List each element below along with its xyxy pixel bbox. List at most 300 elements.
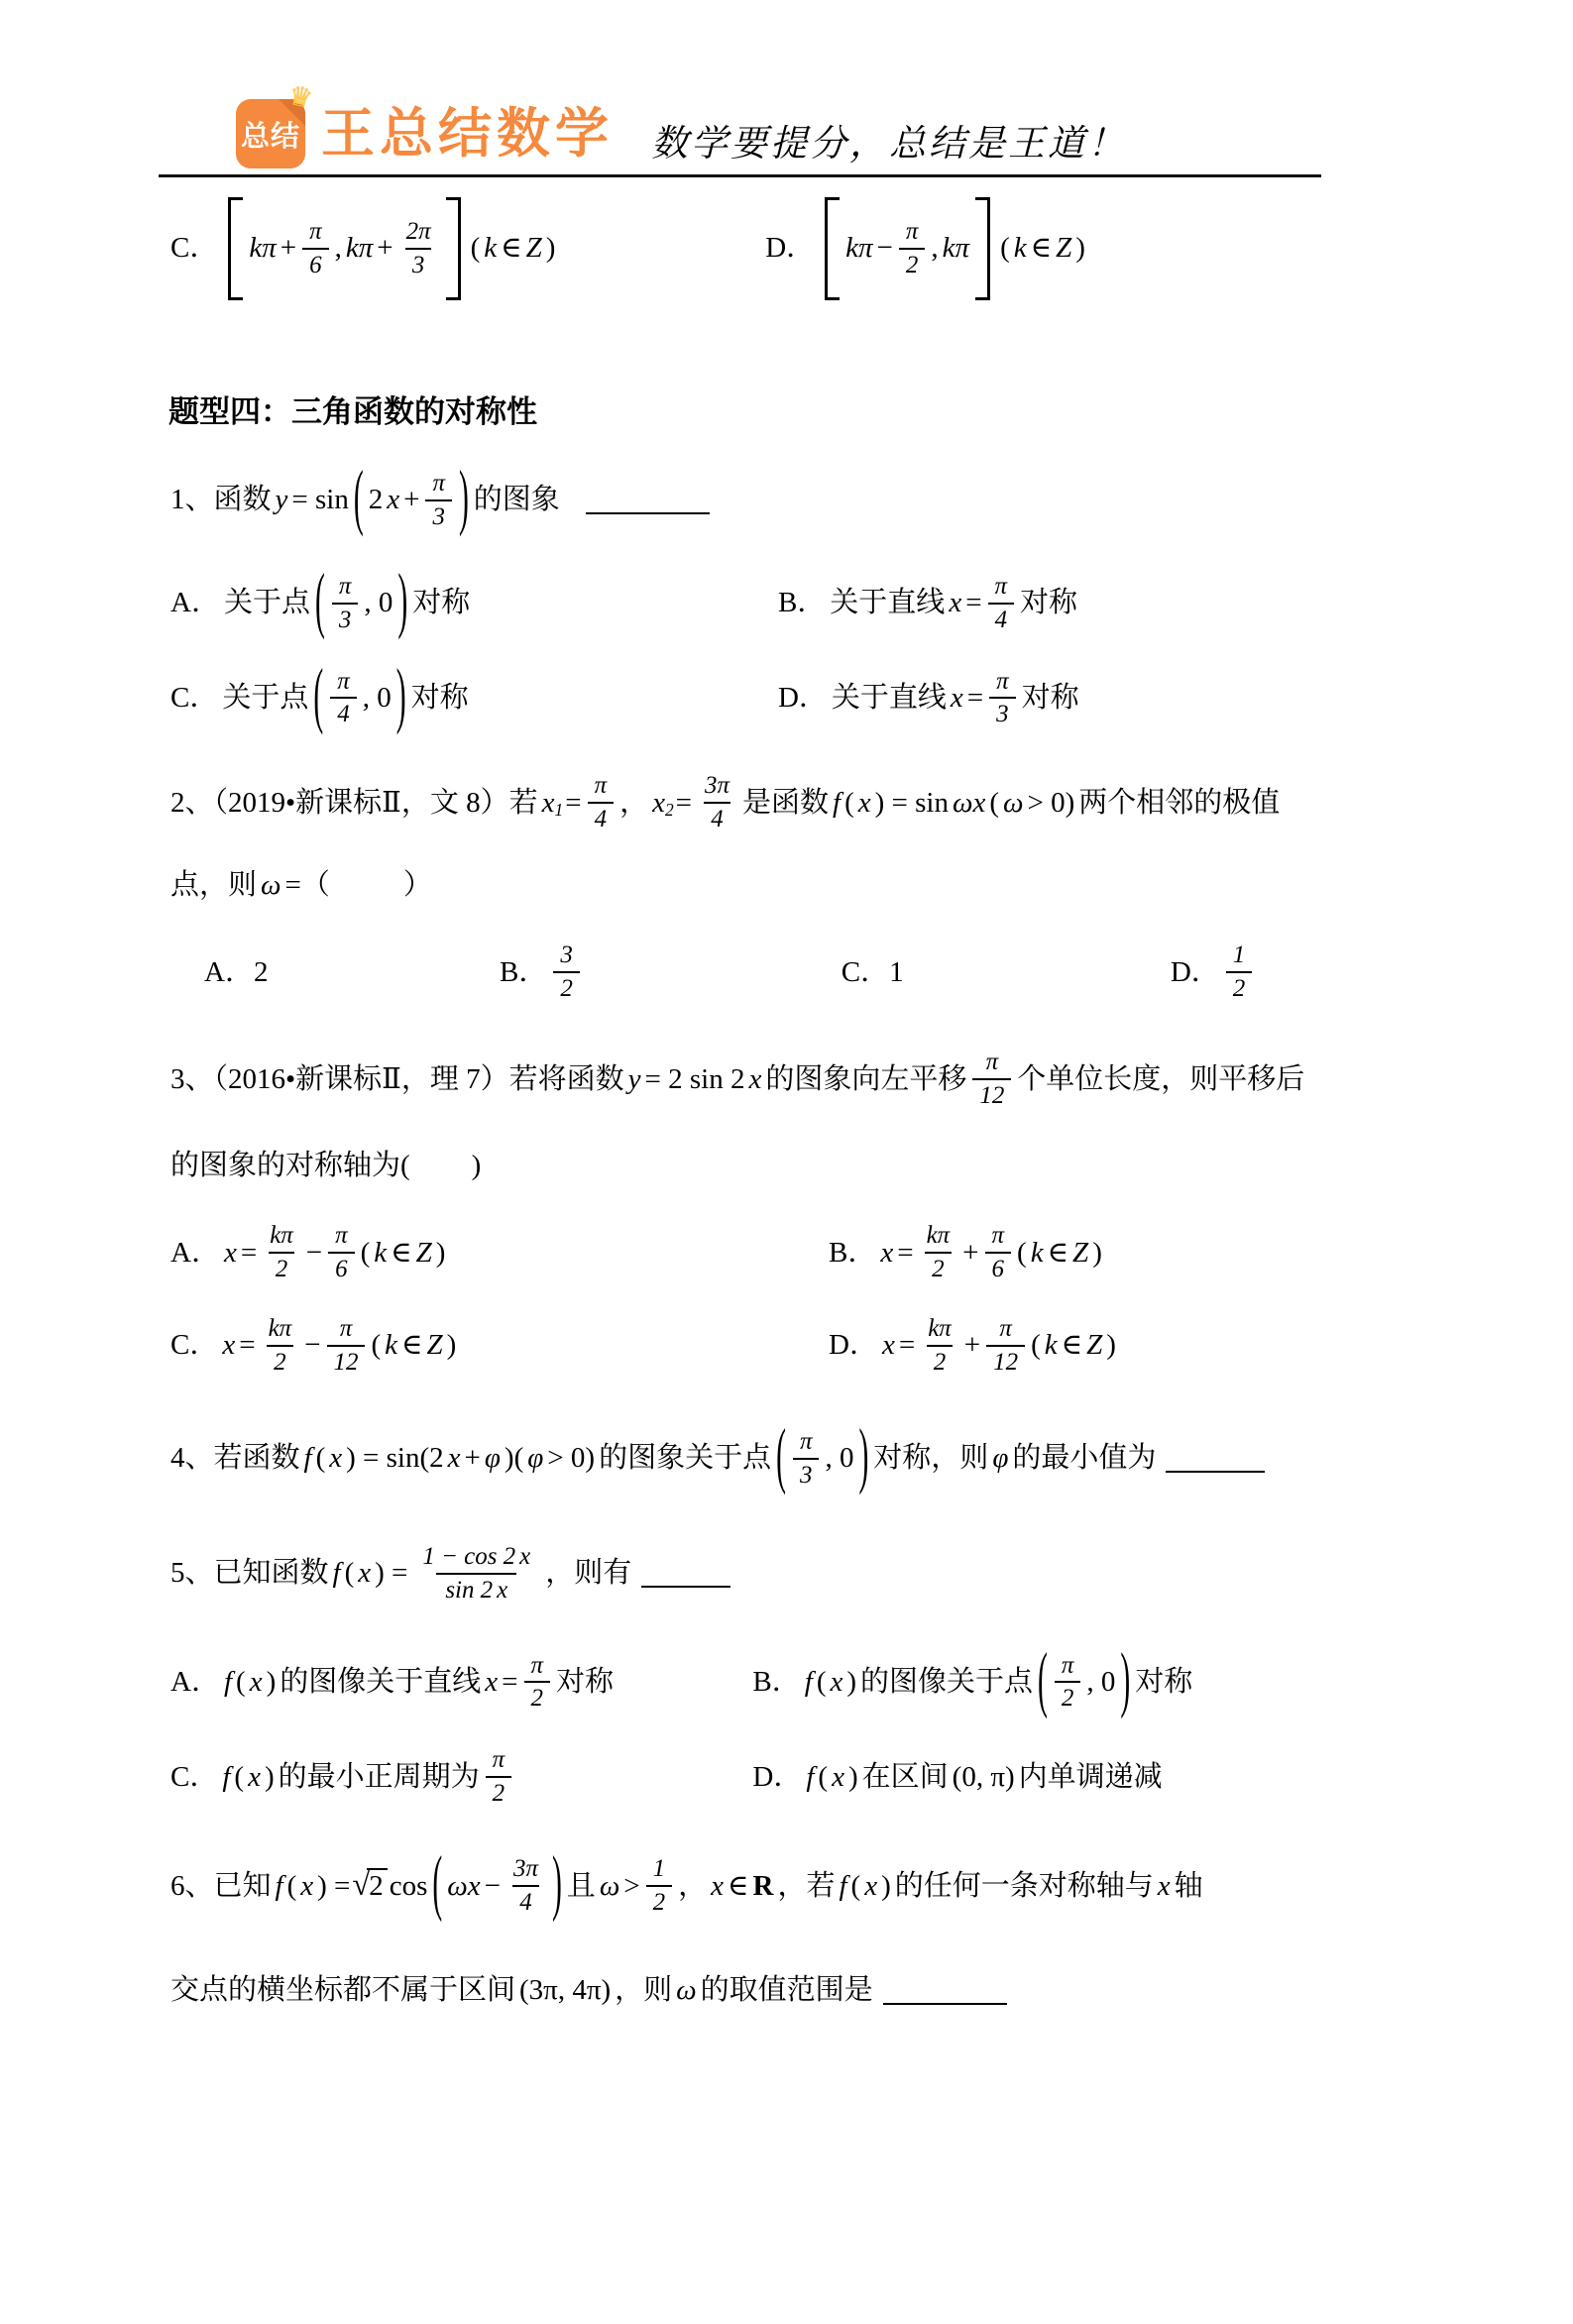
q6-stem [169,1844,1434,1925]
math-var: x [497,1576,508,1604]
fraction-numerator: 1 [652,1855,666,1883]
text-run: 1、函数 [170,484,272,516]
q3-stem-cell [169,1046,1434,1113]
big-paren: ) [858,1416,869,1496]
math-run: ) = [375,1557,408,1590]
header-divider [159,174,1321,177]
math-var: k [1044,1329,1058,1362]
text-run: 关于直线 [831,681,947,714]
q1-options-ab-cell [169,561,776,641]
fraction-numerator: π [996,667,1009,695]
text-run: 5、已知函数 [170,1557,329,1590]
math-var: x [711,1869,725,1902]
text-run: ，若 [777,1869,836,1902]
fraction-denominator: 6 [985,1252,1011,1284]
math-run: ) [847,1760,858,1793]
math-run: − [304,1329,321,1362]
math-run: = 2 sin 2 [644,1062,745,1095]
math-run: ( [844,786,854,819]
text-run: ，则 [615,1974,673,2007]
fraction-denominator: 6 [328,1252,354,1284]
text-run: 在区间 [861,1760,949,1793]
q3-stem-2 [169,1147,1434,1185]
q5-stem [169,1540,1434,1607]
math-var: k [385,1329,397,1362]
math-run: ( [850,1869,861,1902]
math-run: ( [234,1760,245,1793]
big-paren: ) [551,1844,562,1925]
fraction [327,1314,366,1378]
math-run: C． [170,232,219,265]
q1-options-ab [169,561,1434,641]
math-var: x [881,1329,895,1362]
math-run: ∈ [1030,232,1053,265]
math-var: x [447,1442,461,1475]
math-var: ω [261,869,281,902]
math-run: (0, π) [952,1760,1015,1793]
big-paren: ( [353,458,364,538]
fraction-denominator: 3 [405,248,431,280]
math-run: ( [315,1442,326,1475]
math-var: ω [599,1869,620,1902]
math-var: f [806,1760,815,1793]
math-run: > 0) [547,1442,596,1475]
q5-options-ab-cell [750,1640,1434,1720]
math-run: ) [1075,232,1085,265]
math-var: x [1157,1869,1171,1902]
math-run: sin 2 [445,1576,494,1604]
math-run: ) [1092,1236,1102,1269]
fraction-denominator: 2 [1055,1681,1080,1714]
math-run: 1 − cos 2 [422,1542,516,1570]
fraction-denominator: 3 [425,499,451,532]
q3-options-ab-cell [827,1219,1434,1286]
math-run: A．2 [204,955,269,988]
fraction [332,572,359,635]
text-run: 关于直线 [830,587,946,619]
math-run: ( [286,1869,297,1902]
q6-stem-2-cell [169,1971,1434,2010]
fraction [588,771,615,834]
q2-stem-2-cell [169,866,1434,905]
math-var: f [303,1442,312,1475]
math-run: =（ [284,869,330,902]
q2-stem-2 [169,866,1434,905]
math-run: D． [1170,955,1220,988]
math-var: y [627,1062,641,1095]
math-var: x [748,1062,762,1095]
fraction-denominator: 4 [588,802,614,834]
q5-options-cd-cell [750,1758,1434,1797]
fraction-denominator: 2 [925,1252,951,1284]
subscript: 1 [554,800,564,821]
q1-options-ab-cell [776,570,1434,637]
fraction-numerator: π [432,469,445,497]
q2-options-cell [169,953,498,992]
math-run: = [240,1236,258,1269]
math-run: + [403,484,420,516]
fraction-denominator: 4 [512,1885,538,1918]
q1-options-cd [169,656,1434,736]
fraction [262,1314,299,1378]
fraction-numerator: π [492,1746,506,1774]
text-run: 的图象的对称轴为( [170,1150,410,1182]
big-paren: ) [458,458,469,538]
fraction-numerator: π [999,1315,1012,1343]
answer-blank [586,487,710,514]
math-var: x [223,1236,237,1269]
math-var: f [804,1665,813,1698]
fraction-numerator: 2π [405,218,431,246]
fraction-denominator [436,1573,516,1605]
math-var: x [358,1557,372,1590]
math-run: = [565,786,582,819]
text-run: 的图象向左平移 [765,1062,967,1095]
fraction [486,1745,512,1809]
math-var: k [484,232,498,265]
math-run: ( [470,232,481,265]
math-run: B． [500,955,548,988]
math-run: ) [446,1329,457,1362]
answer-blank [883,1977,1007,2005]
math-var: x [541,786,555,819]
fraction-numerator: π [991,1222,1005,1250]
math-run: A． [170,1665,220,1698]
text-run: ， [619,786,649,819]
text-run: 且 [566,1869,596,1902]
text-run: 对称 [555,1665,614,1698]
q5-options-cd-cell [169,1743,750,1811]
text-run: 轴 [1174,1869,1203,1902]
math-run: ( [989,786,999,819]
text-run: 的最小正周期为 [278,1760,480,1793]
fraction-numerator: π [985,1049,999,1076]
math-var: x [652,786,665,819]
math-run: ) [545,232,556,265]
math-var: x [485,1665,499,1698]
fraction [553,941,579,1004]
fraction-denominator: 3 [793,1458,819,1491]
math-run: )( [504,1442,524,1475]
fraction-numerator: π [905,218,919,246]
math-run: = [897,1236,914,1269]
math-var: φ [992,1442,1009,1475]
math-run: + [280,232,297,265]
big-paren: ( [776,1416,786,1496]
math-run: ∈ [501,232,522,265]
math-var: x [880,1236,894,1269]
big-paren: ) [395,656,406,736]
math-run: D． [777,681,828,714]
q2-options-cell [1169,939,1434,1006]
fraction-denominator: 2 [899,248,925,280]
big-paren: ( [432,1844,443,1925]
math-var: x [950,681,963,714]
fraction [302,217,329,280]
section-title-text: 题型四：三角函数的对称性 [169,394,537,429]
math-run: > 0) [1027,786,1075,819]
math-run: ( [371,1329,382,1362]
q1-stem [169,458,1434,538]
math-run: ∈ [728,1869,749,1902]
math-run: ( [360,1236,371,1269]
fraction-denominator: 2 [1226,971,1252,1004]
square-bracket [975,197,990,300]
math-run: 2 [368,484,384,516]
fraction-denominator: 12 [972,1078,1011,1111]
text-run: 的最小值为 [1012,1442,1157,1475]
math-var: f [833,786,842,819]
square-bracket [446,197,461,300]
big-paren: ) [1120,1640,1131,1720]
math-var: x [949,587,962,619]
math-var: φ [527,1442,544,1475]
q5-stem-cell [169,1540,1434,1607]
fraction-denominator: 4 [988,603,1014,635]
math-run: , 0 [1086,1665,1116,1698]
fraction-denominator: 2 [486,1776,511,1809]
math-run: + [963,1329,981,1362]
text-run: 对称 [1020,587,1078,619]
math-run: B． [829,1236,877,1269]
fraction-denominator: 2 [927,1345,953,1378]
square-bracket [825,197,840,300]
fraction [263,1221,300,1284]
math-var: x [832,1760,844,1793]
math-run: = [966,681,984,714]
text-run: 的取值范围是 [700,1974,873,2007]
fraction [793,1427,820,1491]
math-var: x [222,1329,236,1362]
q3-options-cd-cell [827,1312,1434,1380]
math-run: C． [170,1760,219,1793]
fraction-numerator: π [339,1315,353,1343]
math-run: + [464,1442,481,1475]
math-run: , [931,232,939,265]
q3-options-cd [169,1312,1434,1380]
text-run: 点，则 [170,869,258,902]
answer-blank [1166,1445,1265,1473]
section-title-cell [169,391,1434,433]
text-run: ， [678,1869,708,1902]
fraction [988,572,1015,635]
math-run: = [898,1329,916,1362]
math-var: ωx [952,786,986,819]
fraction [425,469,452,532]
math-run: ∈ [391,1236,412,1269]
math-run: A． [170,587,220,619]
math-var: x [830,1665,843,1698]
math-var: f [223,1665,233,1698]
answer-blank [641,1560,730,1588]
text-run: 6、已知 [170,1869,272,1902]
q2-stem-cell [169,769,1434,836]
fraction-numerator: kπ [928,1315,952,1343]
math-var: φ [484,1442,501,1475]
fraction [698,771,736,834]
sqrt [352,1864,387,1908]
section-title [169,391,1434,433]
math-run: ) = [317,1869,351,1902]
math-var: x [857,786,871,819]
text-run: 对称，则 [873,1442,989,1475]
fraction-numerator: kπ [270,1222,293,1250]
q2-options-cell [498,939,840,1006]
math-run: ∈ [1047,1236,1069,1269]
brand-name: 王总结数学 [321,104,614,164]
sqrt-symbol: √ [352,1867,371,1904]
q2-stem [169,769,1434,836]
math-run: ) [264,1760,275,1793]
math-run: B． [777,587,827,619]
math-var: Z [1086,1329,1103,1362]
math-bold: R [752,1869,774,1902]
fraction-denominator: 2 [646,1885,672,1918]
text-run: 的图像关于点 [860,1665,1034,1698]
math-run: = sin [291,484,349,516]
math-run: − [305,1236,323,1269]
math-var: y [275,484,288,516]
sqrt-value: 2 [367,1868,388,1902]
square-bracket [228,197,243,300]
q5-options-cd [169,1743,1434,1811]
text-run: 对称 [1135,1665,1193,1698]
math-run: cos [389,1869,428,1902]
fraction [1226,941,1252,1004]
q3-options-cd-cell [169,1312,827,1380]
fraction-denominator: 3 [332,603,358,635]
math-var: x [519,1542,531,1570]
text-run: 的图象关于点 [599,1442,772,1475]
header-slogan: 数学要提分，总结是王道！ [651,124,1127,165]
fraction-numerator: 3 [560,941,573,969]
fraction [413,1542,539,1605]
fraction [399,217,438,280]
math-var: f [839,1869,847,1902]
text-run: 对称 [1021,681,1079,714]
page-header [236,79,1325,168]
fraction-denominator: 2 [553,971,579,1004]
subscript: 2 [664,800,674,821]
math-var: x [329,1442,343,1475]
q3-stem [169,1046,1434,1113]
math-var: x [300,1869,314,1902]
math-var: f [275,1869,283,1902]
math-var: Z [426,1329,443,1362]
text-run: 3、（2016•新课标Ⅱ，理 7）若将函数 [170,1062,624,1095]
math-run: ( [816,1665,827,1698]
math-run: , 0 [825,1442,854,1475]
math-var: f [222,1760,231,1793]
fraction-numerator: π [337,667,350,695]
math-run: − [876,232,893,265]
math-run: ( [1017,1236,1027,1269]
math-run: = [675,786,693,819]
fraction-numerator: π [309,218,322,246]
text-run: 的图像关于直线 [280,1665,482,1698]
math-var: kπ [249,232,277,265]
q3-stem-2-cell [169,1147,1434,1185]
fraction-numerator: π [530,1651,543,1679]
fraction-denominator: 12 [327,1345,366,1378]
math-var: Z [525,232,542,265]
text-run: 的任何一条对称轴与 [894,1869,1154,1902]
fraction-numerator: π [594,772,608,800]
q2-options [169,939,1434,1006]
math-run: C． [170,1329,219,1362]
math-run: > [623,1869,640,1902]
math-run: D． [829,1329,878,1362]
fraction-numerator: π [335,1222,348,1250]
q1-options-cd-cell [776,665,1434,732]
text-run: 两个相邻的极值 [1078,786,1281,819]
math-var: Z [415,1236,432,1269]
fraction-denominator: 4 [704,802,730,834]
fraction-denominator: 2 [267,1345,292,1378]
math-var: Z [1072,1236,1089,1269]
logo-icon-label: 总结 [240,120,300,153]
math-run: D． [765,232,816,265]
text-run: ) [471,1150,482,1182]
fraction [328,1221,355,1284]
math-run: ∈ [1061,1329,1083,1362]
math-run: = [502,1665,518,1698]
fraction [972,1048,1011,1111]
fraction-denominator: 3 [989,697,1015,729]
q2-options-cell [840,953,1169,992]
math-run: ∈ [400,1329,423,1362]
text-run: 对称 [410,681,469,714]
fraction-numerator: 1 [1232,941,1246,969]
text-run: 交点的横坐标都不属于区间 [170,1974,516,2007]
big-paren: ) [397,561,408,641]
big-paren: ( [1038,1640,1048,1720]
math-run: , 0 [364,587,393,619]
q3-options-ab-cell [169,1219,827,1286]
fraction [985,1221,1012,1284]
math-run: ( [1031,1329,1041,1362]
math-var: kπ [942,232,970,265]
text-run: 关于点 [223,587,310,619]
fraction-numerator: π [338,572,352,600]
fraction-numerator: 3π [512,1855,538,1883]
math-var: Z [1056,232,1072,265]
math-run: ) = sin [874,786,949,819]
big-paren: ( [313,656,324,736]
q4-cell [169,1416,1434,1496]
fraction [986,1314,1025,1378]
q5-options-ab-cell [169,1649,750,1716]
math-run: ) [846,1665,857,1698]
worksheet-body [169,197,1434,2010]
fraction [506,1854,545,1918]
fraction-numerator: π [1061,1651,1074,1679]
math-var: x [864,1869,878,1902]
math-var: f [332,1557,341,1590]
fraction [646,1854,672,1918]
text-run: 关于点 [222,681,309,714]
text-run: 是函数 [741,786,829,819]
prev-options-cd-cell [169,197,763,300]
fraction [1055,1651,1081,1715]
q6-stem-2 [169,1971,1434,2010]
math-run: , 0 [362,681,392,714]
math-var: k [374,1236,388,1269]
fraction [921,1314,958,1378]
math-run: , [334,232,342,265]
math-run: ( [236,1665,246,1698]
fraction [330,667,357,730]
